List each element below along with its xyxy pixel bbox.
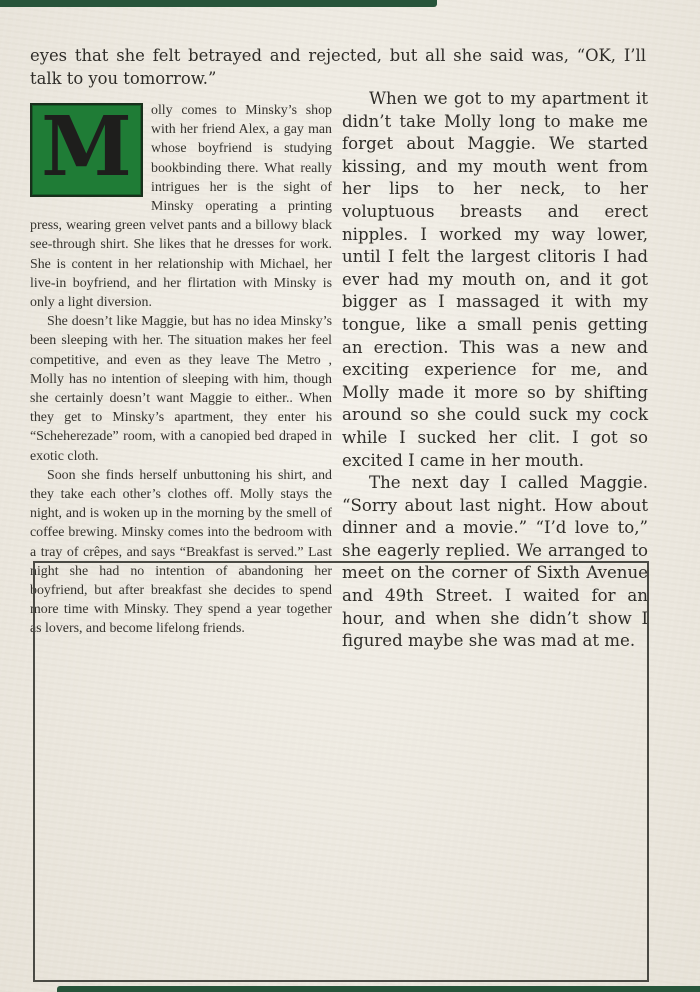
empty-image-frame [33, 561, 649, 982]
right-paragraph-1: When we got to my apartment it didn’t take Molly long to make me forget about Maggie. We started kissing, and my mouth went from her lips to her neck, to her voluptuous breasts and erect nipples. I worked my way lower, until I felt the largest clitoris I had ever had my mouth on, and it got bigger as I massaged it with my tongue, like a small penis getting an erection. This was a new and exciting experience for me, and Molly made it more so by shifting around so she could suck my cock while I sucked her clit. I got so excited I came in her mouth. [342, 89, 648, 470]
scan-edge-strip-bottom [57, 986, 700, 992]
intro-continuation-text: eyes that she felt betrayed and rejected, but all she said was, “OK, I’ll talk to you tomorrow.” [30, 46, 646, 88]
drop-cap-box [30, 99, 143, 197]
left-paragraph-1-text: olly comes to Minsky’s shop with her friend Alex, a gay man whose boyfriend is studying bookbinding there. What really intrigues her is the sight of Minsky operating a printing press, wearing green velvet pants and a billowy black see-through shirt. She likes that he dresses for work. She is content in her relationship with Michael, her live-in boyfriend, and her flirtation with Minsky is only a light diversion. [30, 103, 332, 311]
drop-cap-letter: M [41, 99, 132, 195]
left-paragraph-3: Soon she finds herself unbuttoning his shirt, and they take each other’s clothes off. Molly stays the night, and is woken up in the morning by the smell of coffee brewing. Minsky comes into the bedroom with a tray of crêpes, and says “Breakfast is served.” Last night she had no intention of abandoning her boyfriend, but after breakfast she decides to spend more time with Minsky. They spend a year together as lovers, and become lifelong friends. [30, 467, 332, 637]
scan-edge-strip-top [0, 0, 437, 7]
left-paragraph-2: She doesn’t like Maggie, but has no idea Minsky’s been sleeping with her. The situation makes her feel competitive, and even as they leave The Metro , Molly has no intention of sleeping with him, though she certainly doesn’t want Maggie to either.. When they get to Minsky’s apartment, they enter his “Scheherezade” room, with a canopied bed draped in exotic cloth. [30, 314, 332, 464]
left-paragraph-1 [30, 101, 332, 312]
right-paragraph-2: The next day I called Maggie. “Sorry about last night. How about dinner and a movie.” “I’d love to,” she eagerly replied. We arranged to meet on the corner of Sixth Avenue and 49th Street. I waited for an hour, and when she didn’t show I figured maybe she was mad at me. [342, 473, 648, 651]
